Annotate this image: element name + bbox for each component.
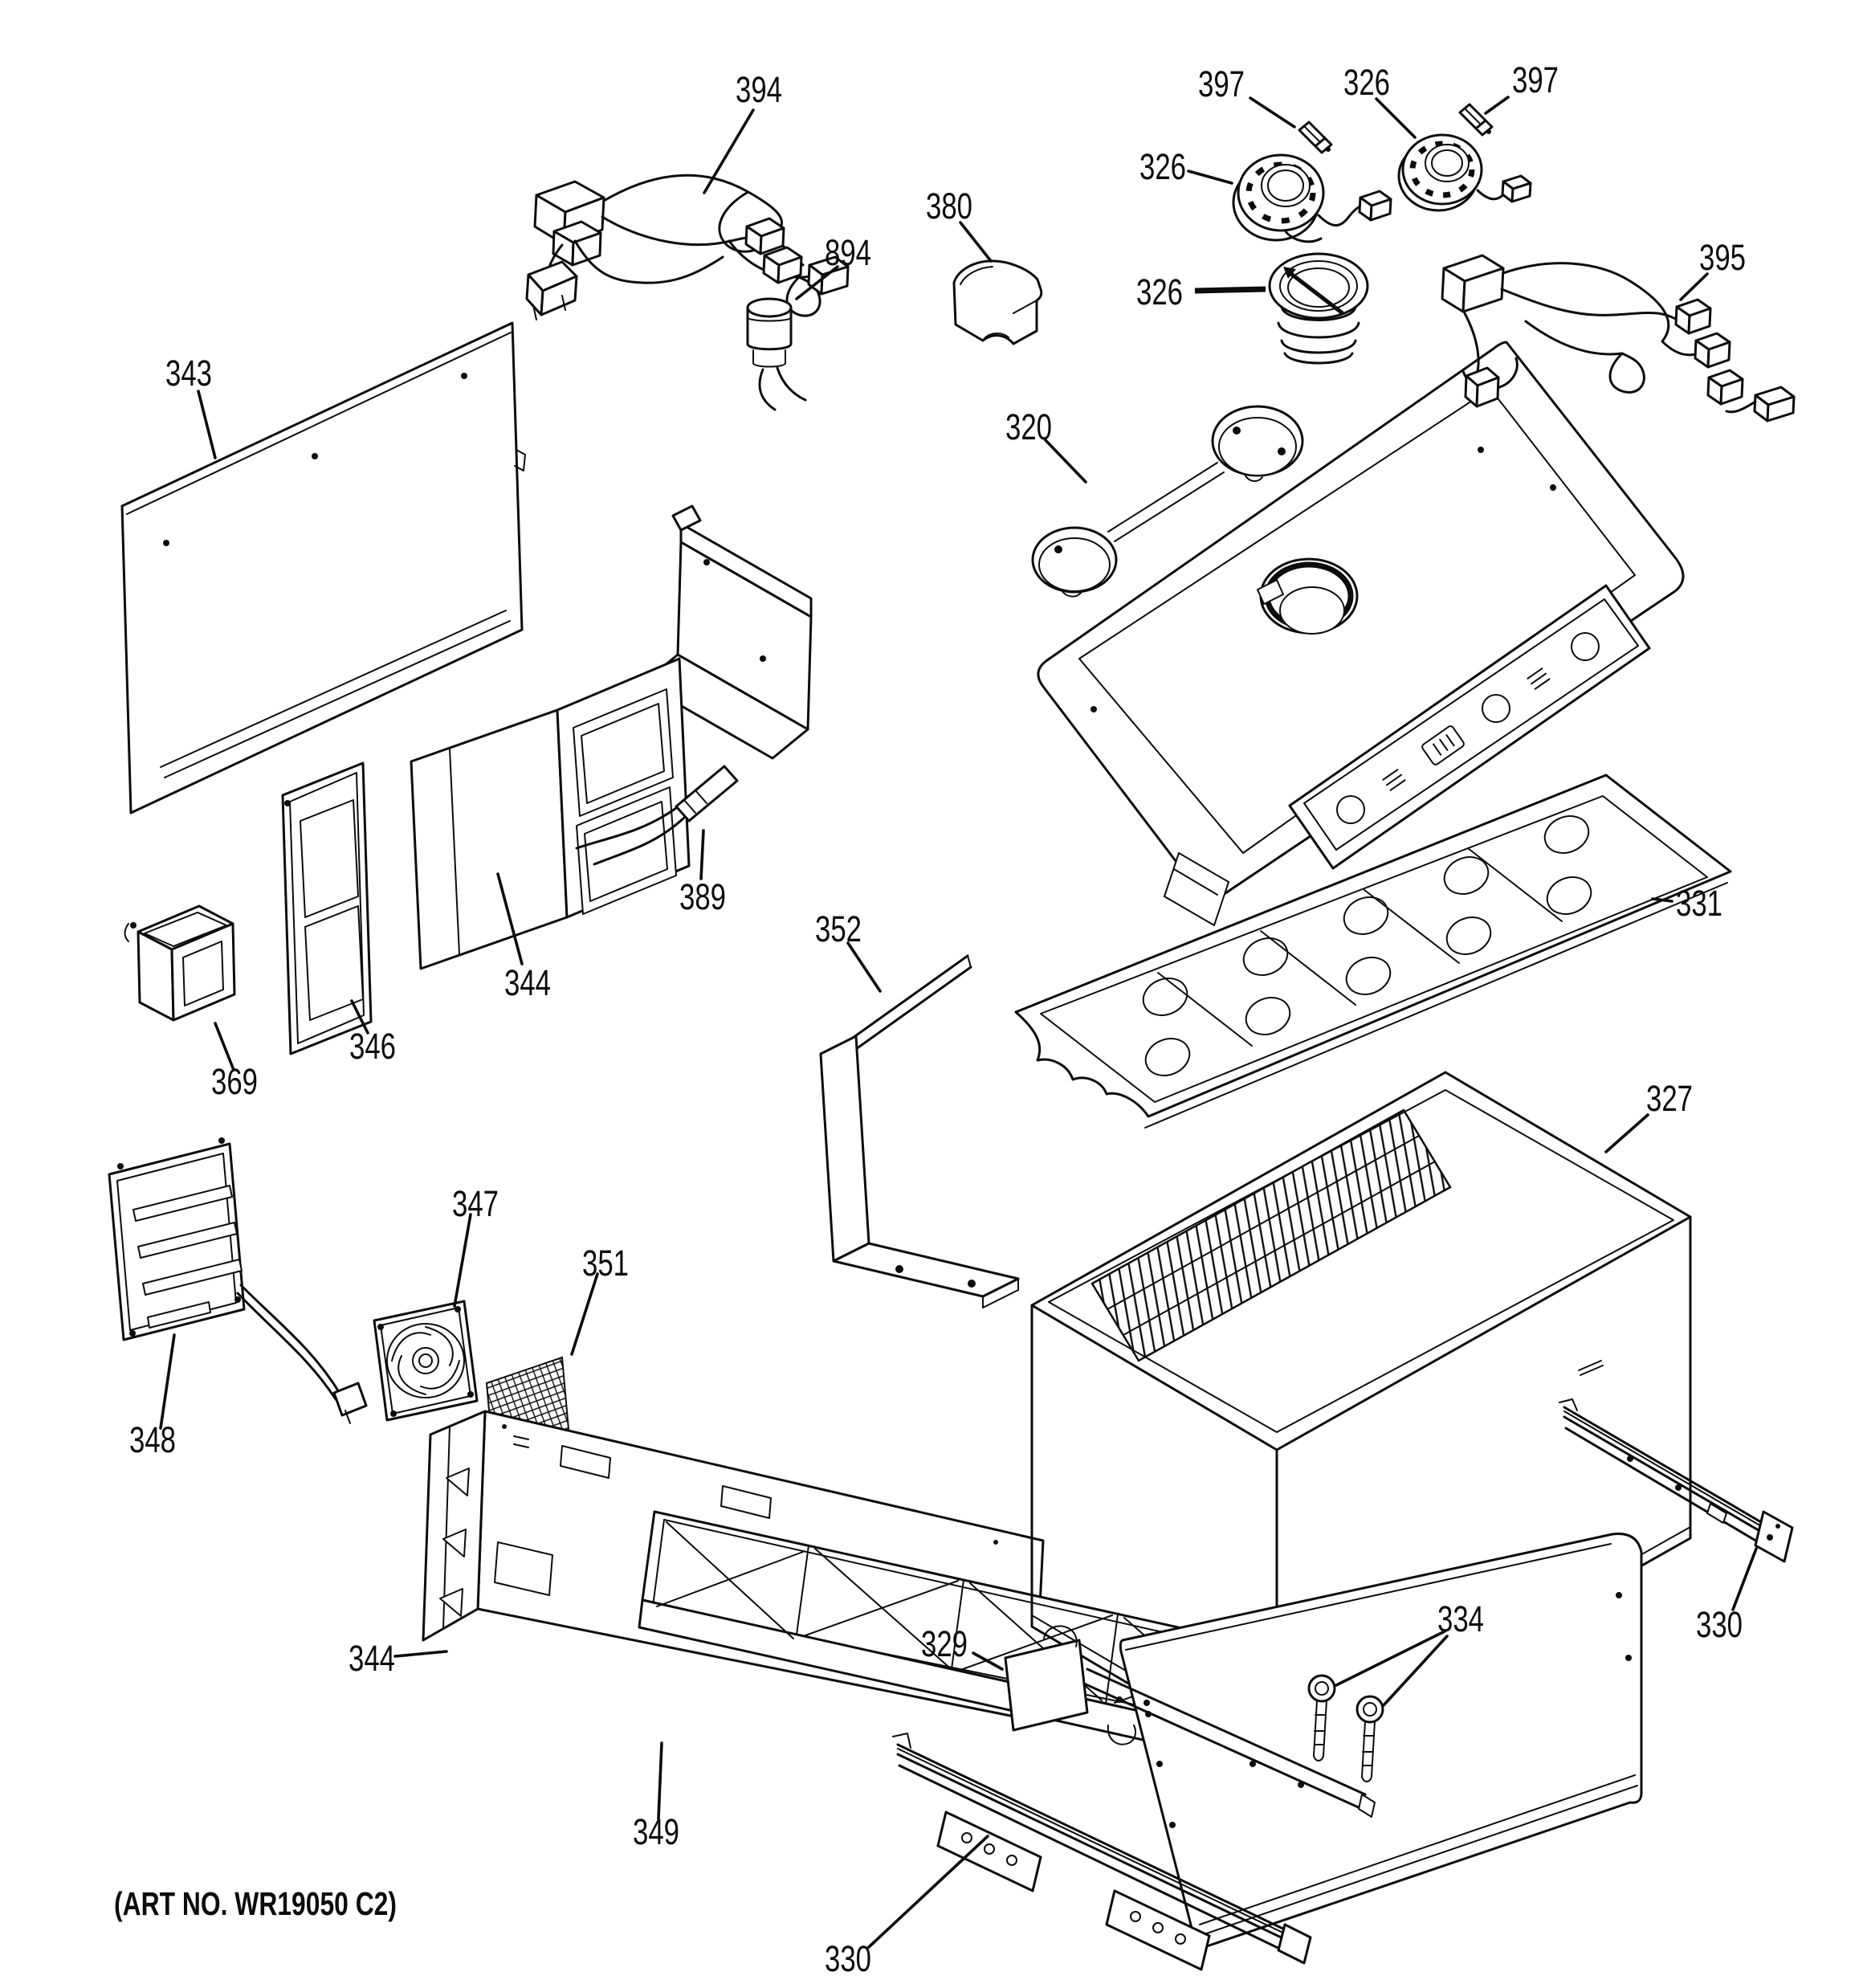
leader-348 — [161, 1335, 174, 1428]
part-395-harness — [1442, 255, 1794, 421]
leader-347 — [455, 1214, 471, 1306]
leader-397-left — [1250, 98, 1294, 127]
art-number: (ART NO. WR19050 C2) — [114, 1885, 397, 1922]
callout-326-top-label: 326 — [1343, 62, 1390, 103]
leader-397-right — [1486, 97, 1508, 113]
callout-330-left-label: 330 — [825, 1938, 871, 1979]
part-326-funnel — [1270, 254, 1368, 363]
leader-351 — [572, 1274, 597, 1354]
callout-380-label: 380 — [926, 186, 972, 227]
part-347-fan — [374, 1301, 477, 1420]
callout-326-funnel-label: 326 — [1136, 271, 1183, 312]
leader-326-funnel — [1195, 289, 1266, 291]
callout-394-label: 394 — [736, 69, 782, 110]
leader-330-right — [1733, 1549, 1756, 1610]
leader-352 — [848, 943, 880, 991]
callout-326-left-label: 326 — [1139, 146, 1186, 187]
callout-327-label: 327 — [1646, 1078, 1693, 1119]
part-352-bracket — [821, 956, 1018, 1308]
callout-348-label: 348 — [129, 1419, 176, 1460]
part-380-cover — [954, 261, 1042, 344]
callout-389-label: 389 — [679, 876, 726, 917]
callout-395-label: 395 — [1699, 237, 1746, 278]
part-369-housing — [125, 906, 235, 1020]
leader-327 — [1606, 1115, 1648, 1152]
callout-352-label: 352 — [815, 908, 862, 949]
leader-380 — [960, 222, 991, 261]
callout-346-label: 346 — [349, 1026, 396, 1067]
leader-326-top — [1376, 99, 1415, 137]
callout-320-label: 320 — [1005, 406, 1052, 447]
callout-894-label: 894 — [825, 232, 871, 273]
part-397-fitting-right — [1460, 104, 1492, 135]
part-397-fitting-left — [1299, 122, 1331, 153]
callout-397-right-label: 397 — [1512, 59, 1559, 100]
callout-329-label: 329 — [921, 1623, 968, 1664]
callout-349-label: 349 — [633, 1811, 679, 1852]
drawer-front-panel — [1120, 1533, 1641, 1948]
leader-330-left — [869, 1836, 988, 1947]
part-343-panel — [122, 323, 525, 813]
leader-326-left — [1188, 171, 1232, 183]
callout-330-right-label: 330 — [1696, 1604, 1743, 1645]
part-326-ring-left — [1233, 155, 1391, 242]
callout-347-label: 347 — [452, 1183, 499, 1224]
leader-343 — [198, 391, 215, 458]
callout-344-bottom-label: 344 — [349, 1638, 395, 1679]
callout-369-label: 369 — [211, 1061, 258, 1102]
leader-394 — [704, 110, 753, 193]
callout-397-left-label: 397 — [1198, 63, 1245, 104]
callout-343-label: 343 — [165, 353, 212, 394]
callout-334-label: 334 — [1437, 1598, 1484, 1639]
callout-331-label: 331 — [1676, 883, 1722, 924]
callout-344-top-label: 344 — [504, 962, 551, 1003]
leader-349 — [658, 1743, 662, 1819]
part-894-thermostat — [748, 299, 805, 410]
leader-344-bottom — [395, 1651, 446, 1656]
part-326-ring-right — [1399, 135, 1531, 210]
callout-351-label: 351 — [582, 1243, 629, 1284]
leader-389 — [701, 831, 703, 879]
part-348-heater-panel — [109, 1137, 366, 1423]
